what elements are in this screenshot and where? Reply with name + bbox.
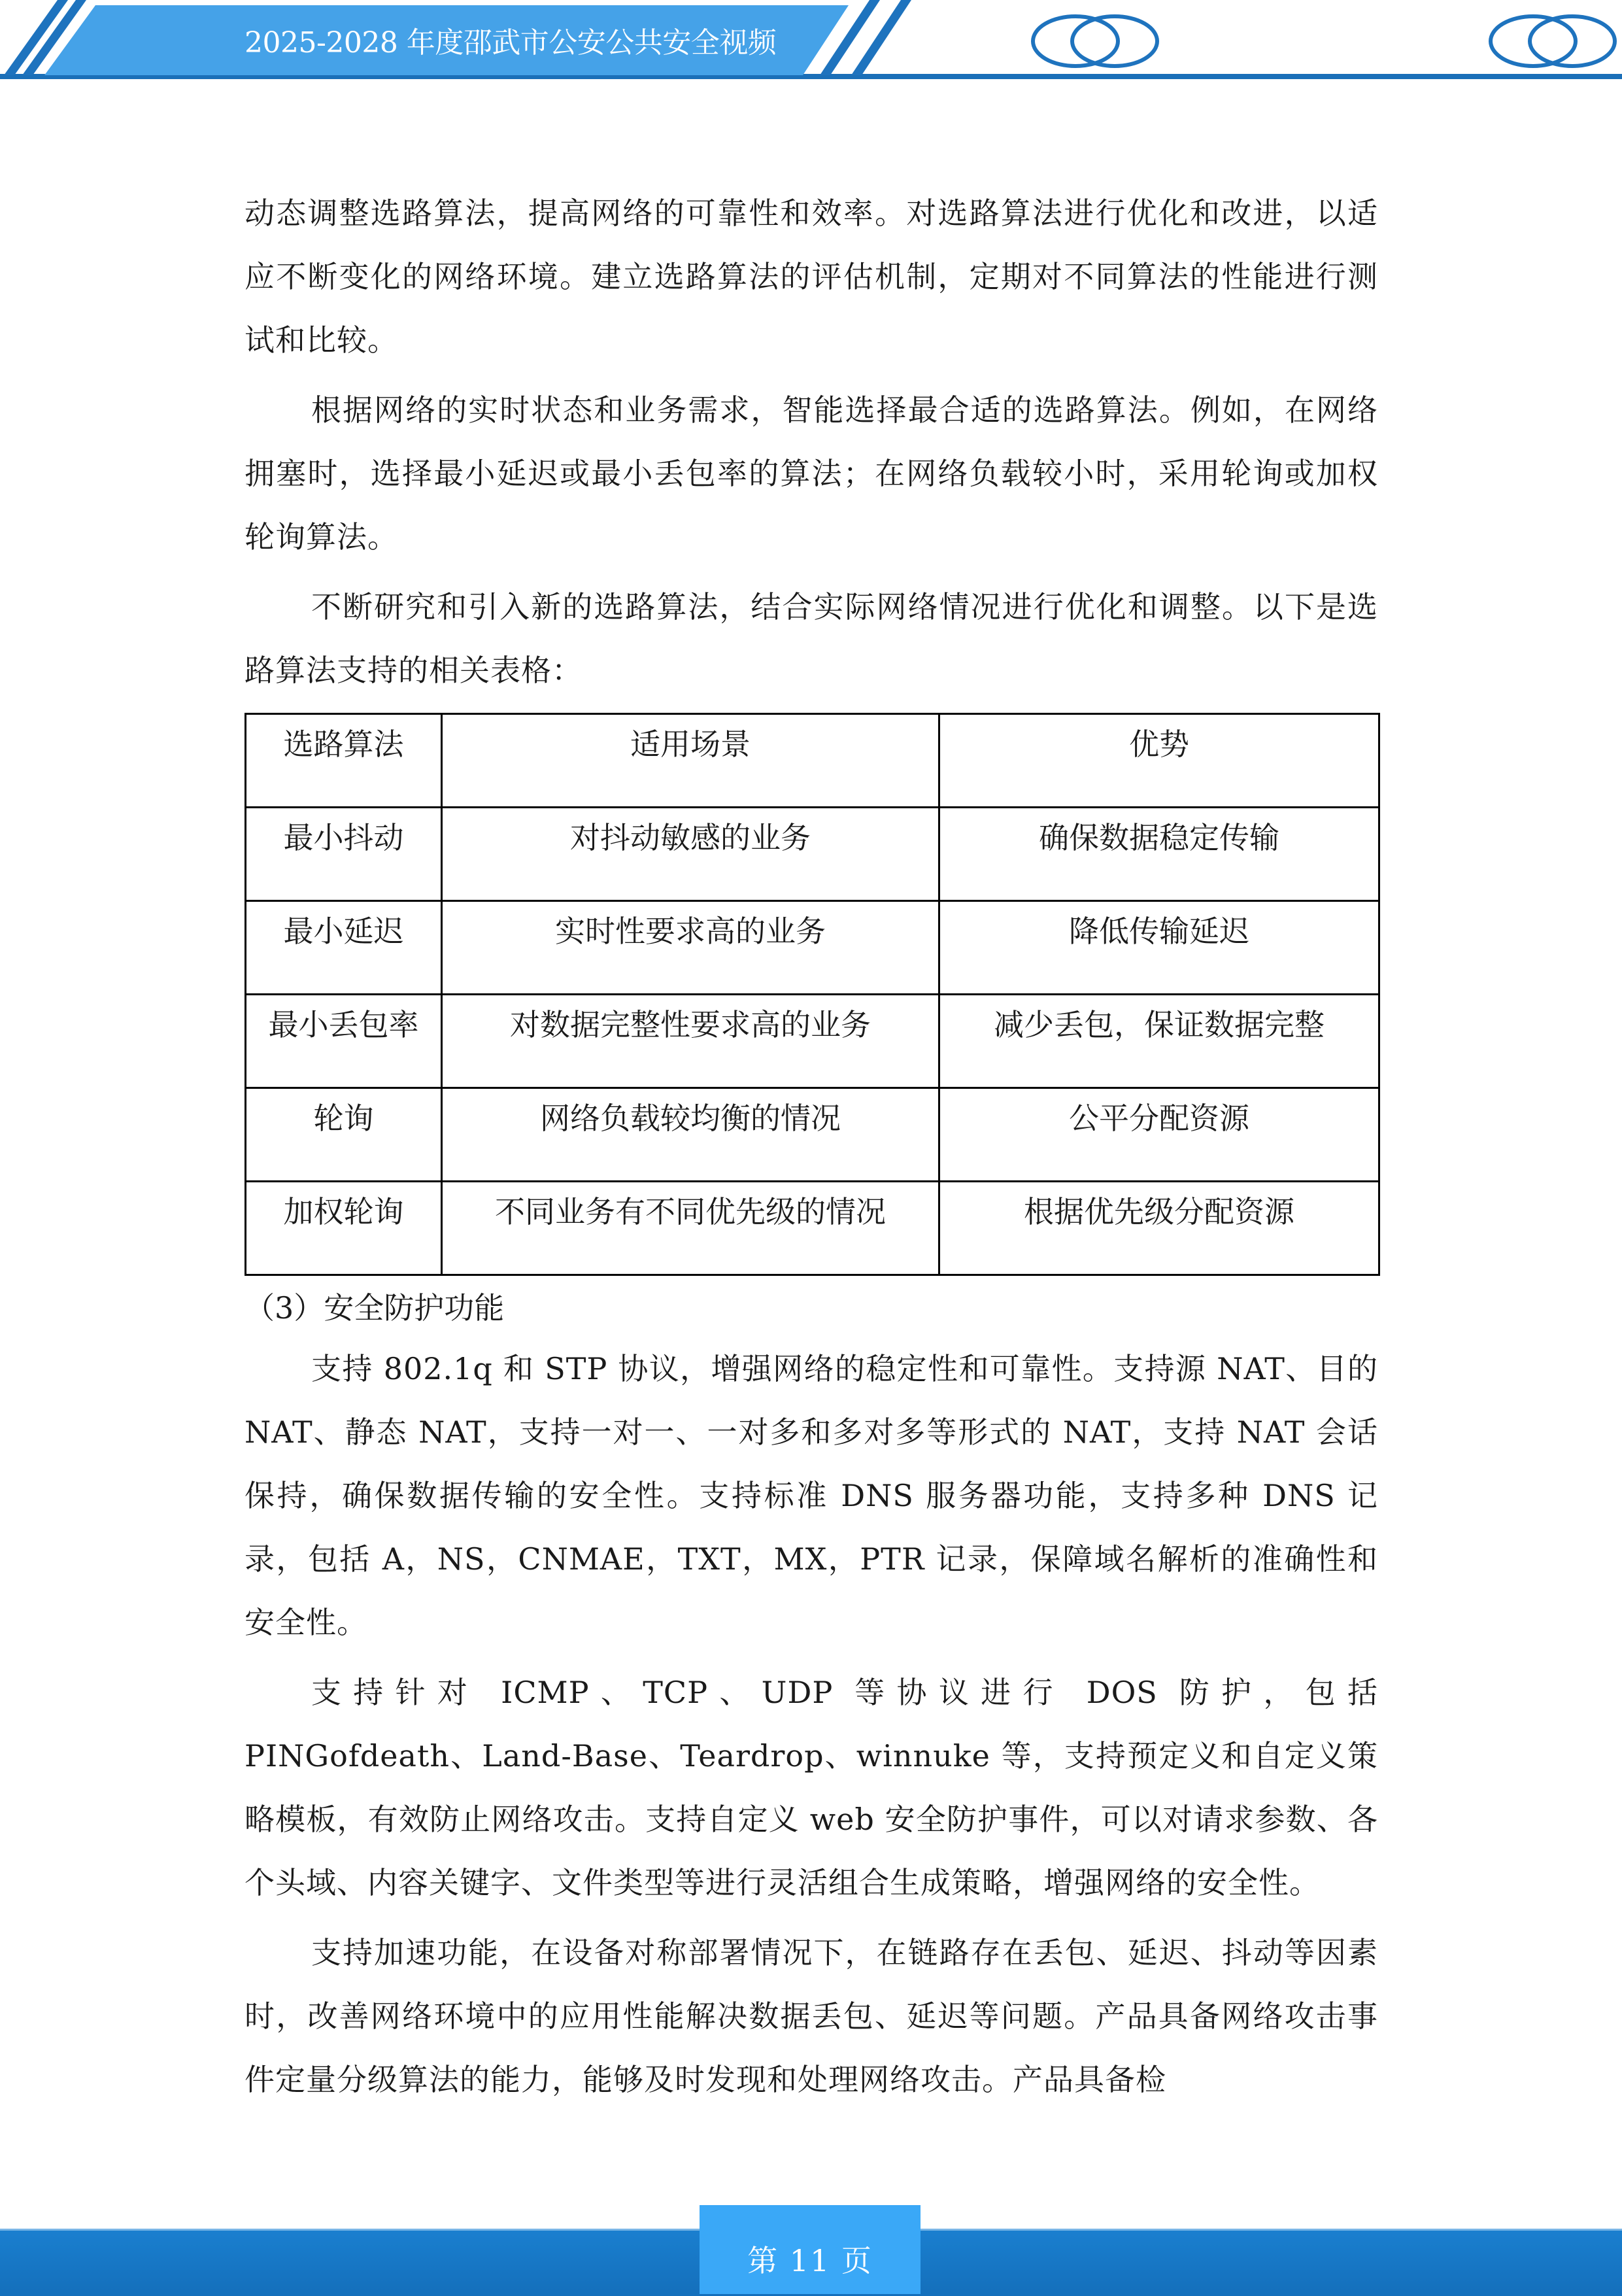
paragraph: 动态调整选路算法，提高网络的可靠性和效率。对选路算法进行优化和改进，以适应不断变化的网络环境。建立选路算法的评估机制，定期对不同算法的性能进行测试和比较。: [245, 196, 1378, 358]
table-row: [246, 901, 1379, 995]
interlocking-rings-icon: [1033, 16, 1157, 66]
table-row: [246, 808, 1379, 901]
table-cell: 减少丢包，保证数据完整: [939, 995, 1379, 1088]
page-header: [0, 0, 1622, 82]
paragraph: 支持 802.1q 和 STP 协议，增强网络的稳定性和可靠性。支持源 NAT、目的 NAT、静态 NAT，支持一对一、一对多和多对多等形式的 NAT，支持 NAT 会话保持，确保数据传输的安全性。支持标准 DNS 服务器功能，支持多种 DNS 记录，包括 A，NS，CNMAE，TXT，MX，PTR 记录，保障域名解析的准确性和安全性。: [245, 1351, 1378, 1640]
page-number: [700, 2205, 921, 2294]
interlocking-rings-icon: [1491, 16, 1615, 66]
table-row: [246, 995, 1379, 1088]
table-row: [246, 1088, 1379, 1182]
document-title: 2025-2028 年度邵武市公安公共安全视频: [245, 26, 777, 60]
table-cell: 最小延迟: [246, 901, 442, 995]
table-cell: 最小丢包率: [246, 995, 442, 1088]
table-header-cell: 优势: [939, 714, 1379, 808]
paragraph: 不断研究和引入新的选路算法，结合实际网络情况进行优化和调整。以下是选路算法支持的相关表格：: [245, 589, 1378, 688]
table-cell: 对抖动敏感的业务: [442, 808, 939, 901]
table-cell: 实时性要求高的业务: [442, 901, 939, 995]
table-header-row: [246, 714, 1379, 808]
table-cell: 降低传输延迟: [939, 901, 1379, 995]
table-cell: 轮询: [246, 1088, 442, 1182]
table-header-cell: 适用场景: [442, 714, 939, 808]
page-number-label: 第 11 页: [747, 2243, 873, 2278]
table-row: [246, 1182, 1379, 1275]
table-cell: 网络负载较均衡的情况: [442, 1088, 939, 1182]
paragraph: 支持加速功能，在设备对称部署情况下，在链路存在丢包、延迟、抖动等因素时，改善网络环境中的应用性能解决数据丢包、延迟等问题。产品具备网络攻击事件定量分级算法的能力，能够及时发现和处理网络攻击。产品具备检: [245, 1935, 1378, 2097]
table-cell: 加权轮询: [246, 1182, 442, 1275]
routing-algorithm-table: [245, 713, 1380, 1276]
table-cell: 根据优先级分配资源: [939, 1182, 1379, 1275]
document-body: [245, 182, 1378, 2112]
table-cell: 公平分配资源: [939, 1088, 1379, 1182]
table-header-cell: 选路算法: [246, 714, 442, 808]
table-cell: 确保数据稳定传输: [939, 808, 1379, 901]
table-cell: 不同业务有不同优先级的情况: [442, 1182, 939, 1275]
paragraph: 根据网络的实时状态和业务需求，智能选择最合适的选路算法。例如，在网络拥塞时，选择最小延迟或最小丢包率的算法；在网络负载较小时，采用轮询或加权轮询算法。: [245, 392, 1378, 555]
section-heading: （3）安全防护功能: [245, 1290, 505, 1326]
table-cell: 对数据完整性要求高的业务: [442, 995, 939, 1088]
table-cell: 最小抖动: [246, 808, 442, 901]
paragraph: 支持针对 ICMP、TCP、UDP 等协议进行 DOS 防护，包括 PINGofdeath、Land-Base、Teardrop、winnuke 等，支持预定义和自定义策略模板，有效防止网络攻击。支持自定义 web 安全防护事件，可以对请求参数、各个头域、内容关键字、文件类型等进行灵活组合生成策略，增强网络的安全性。: [245, 1675, 1378, 1900]
